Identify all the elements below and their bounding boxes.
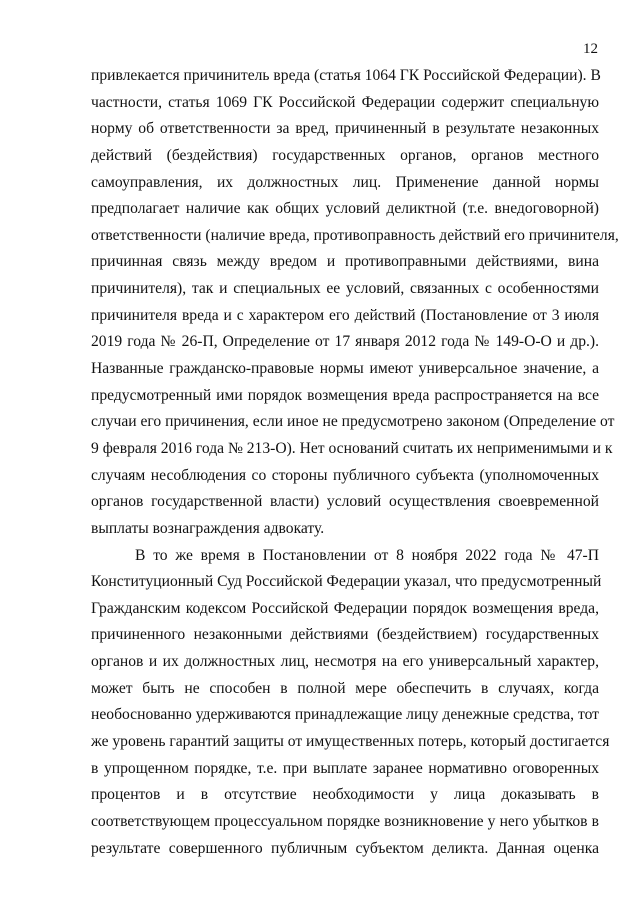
text-line: выплаты вознаграждения адвокату. xyxy=(91,519,325,537)
text-line: частности, статья 1069 ГК Российской Федерации содержит специальную xyxy=(91,93,599,111)
text-line: ответственности (наличие вреда, противоправность действий его причинителя, xyxy=(91,226,619,244)
text-line: органов и их должностных лиц, несмотря на его универсальный характер, xyxy=(91,653,599,671)
paragraph-2 xyxy=(91,543,610,863)
text-line: Конституционный Суд Российской Федерации указал, что предусмотренный xyxy=(91,573,602,591)
text-line: привлекается причинитель вреда (статья 1064 ГК Российской Федерации). В xyxy=(91,67,601,84)
text-line: 2019 года № 26-П, Определение от 17 января 2012 года № 149-О-О и др.). xyxy=(91,333,599,351)
text-line: норму об ответственности за вред, причиненный в результате незаконных xyxy=(91,120,599,138)
text-line: причинителя), так и специальных ее условий, связанных с особенностями xyxy=(91,280,599,298)
text-line: в упрощенном порядке, т.е. при выплате заранее нормативно оговоренных xyxy=(91,759,599,777)
text-line: может быть не способен в полной мере обеспечить в случаях, когда xyxy=(91,679,599,697)
text-line: предполагает наличие как общих условий деликтной (т.е. внедоговорной) xyxy=(91,200,599,218)
paragraph-1 xyxy=(91,63,619,543)
text-line: причинная связь между вредом и противоправными действиями, вина xyxy=(91,253,599,271)
text-line: необоснованно удерживаются принадлежащие лицу денежные средства, тот xyxy=(91,706,599,724)
page-number: 12 xyxy=(583,41,598,57)
text-line: причинителя вреда и с характером его действий (Постановление от 3 июля xyxy=(91,306,599,324)
text-line: органов государственной власти) условий осуществления своевременной xyxy=(91,493,599,511)
text-line: случаям несоблюдения со стороны публичного субъекта (уполномоченных xyxy=(91,466,599,484)
text-line: причиненного незаконными действиями (бездействием) государственных xyxy=(91,626,599,644)
text-line: самоуправления, их должностных лиц. Применение данной нормы xyxy=(91,173,599,191)
text-line: В то же время в Постановлении от 8 ноября 2022 года № 47-П xyxy=(135,546,599,564)
text-line: Гражданским кодексом Российской Федерации порядок возмещения вреда, xyxy=(91,599,599,617)
text-line: же уровень гарантий защиты от имущественных потерь, который достигается xyxy=(91,733,610,751)
text-line: предусмотренный ими порядок возмещения вреда распространяется на все xyxy=(91,386,599,404)
text-line: соответствующем процессуальном порядке возникновение у него убытков в xyxy=(91,812,599,830)
text-line: результате совершенного публичным субъектом деликта. Данная оценка xyxy=(91,839,599,857)
body-text xyxy=(91,63,619,862)
text-line: процентов и в отсутствие необходимости у лица доказывать в xyxy=(91,786,599,804)
text-line: случаи его причинения, если иное не предусмотрено законом (Определение от xyxy=(91,413,615,431)
text-line: Названные гражданско-правовые нормы имеют универсальное значение, а xyxy=(91,360,599,378)
text-line: 9 февраля 2016 года № 213-О). Нет оснований считать их неприменимыми и к xyxy=(91,439,613,457)
text-line: действий (бездействия) государственных органов, органов местного xyxy=(91,146,599,164)
